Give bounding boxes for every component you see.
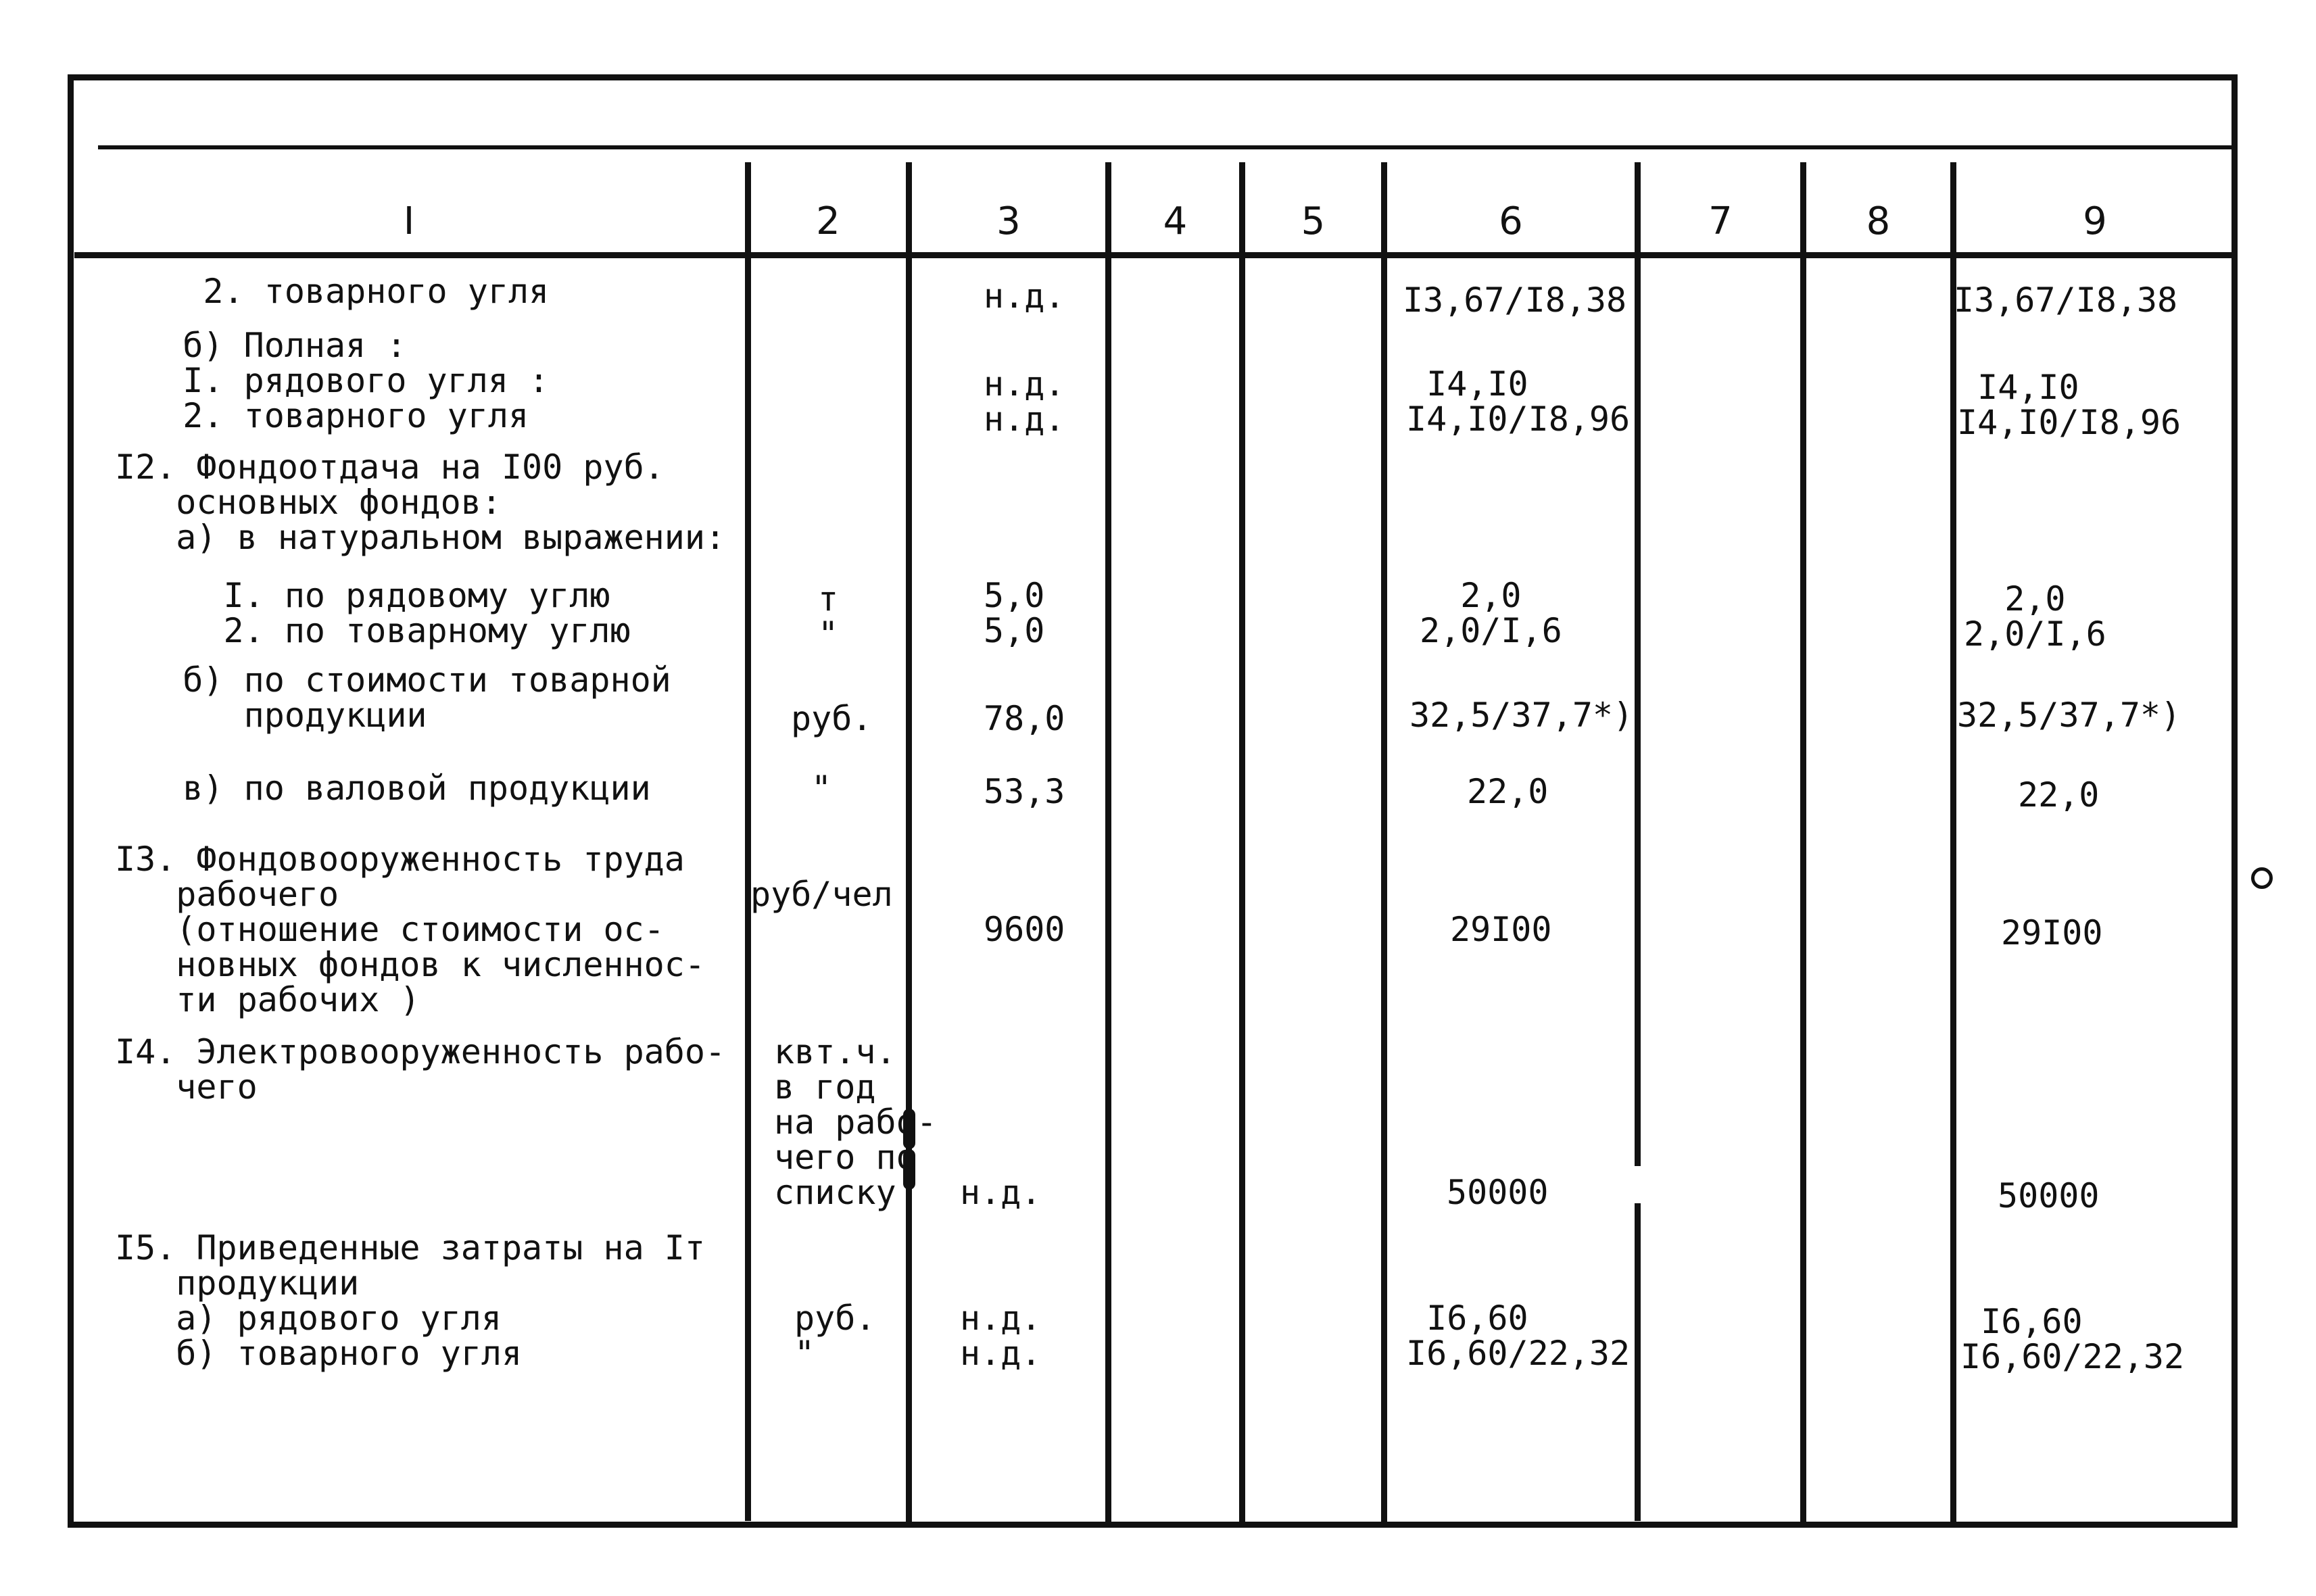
row-label: в) по валовой продукции	[122, 769, 651, 808]
header-col-4: 4	[1163, 199, 1188, 243]
row-col9: I3,67/I8,38	[1954, 281, 2178, 320]
row-col6: I4,I0 I4,I0/I8,96	[1406, 364, 1631, 439]
row-col6: 32,5/37,7*)	[1409, 696, 1634, 735]
row-label: I3. Фондовооруженность труда рабочего (отношение стоимости ос- новных фондов к численнос- ти рабочих )	[115, 840, 705, 1019]
header-rule	[74, 252, 2234, 258]
row-col6: 22,0	[1467, 772, 1549, 811]
row-col3: н.д. н.д.	[984, 364, 1065, 439]
row-label: I4. Электровооруженность рабо- чего	[115, 1032, 726, 1107]
col-divider	[1800, 162, 1806, 1528]
row-col9: I4,I0 I4,I0/I8,96	[1957, 368, 2181, 442]
col-divider	[1239, 162, 1245, 1528]
row-label: I5. Приведенные затраты на Iт продукции а) рядового угля б) товарного угля	[115, 1228, 705, 1373]
col-divider	[1635, 1203, 1641, 1521]
row-col6: I3,67/I8,38	[1403, 281, 1627, 320]
row-unit: т "	[818, 579, 839, 654]
row-unit: руб/чел	[750, 875, 893, 914]
row-col6: 2,0 2,0/I,6	[1420, 576, 1562, 650]
col-divider	[1105, 162, 1111, 1528]
row-col9: 22,0	[2018, 775, 2100, 815]
row-col3: н.д.	[960, 1173, 1042, 1212]
row-col9: 2,0 2,0/I,6	[1964, 579, 2106, 654]
row-col3: 9600	[984, 910, 1065, 949]
row-label: I2. Фондоотдача на I00 руб. основных фондов: а) в натуральном выражении:	[115, 448, 726, 557]
header-col-6: 6	[1499, 199, 1523, 243]
margin-mark	[2251, 867, 2273, 889]
row-col3: 53,3	[984, 772, 1065, 811]
row-col9: 50000	[1998, 1176, 2100, 1215]
row-unit: руб. "	[794, 1299, 876, 1373]
header-col-8: 8	[1866, 199, 1891, 243]
row-col3: н.д. н.д.	[960, 1299, 1042, 1373]
row-col6: I6,60 I6,60/22,32	[1406, 1299, 1631, 1373]
row-label: б) по стоимости товарной продукции	[183, 660, 671, 735]
header-col-7: 7	[1708, 199, 1733, 243]
row-col9: 29I00	[2001, 913, 2103, 952]
header-col-5: 5	[1301, 199, 1326, 243]
row-unit: квт.ч. в год на рабо- чего по списку	[774, 1032, 937, 1212]
row-label: I. по рядовому углю 2. по товарному углю	[223, 576, 631, 650]
header-col-3: 3	[996, 199, 1021, 243]
col-divider	[1381, 162, 1387, 1528]
row-col9: 32,5/37,7*)	[1957, 696, 2181, 735]
col-divider	[906, 162, 912, 1528]
top-rule	[98, 145, 2234, 149]
row-unit: "	[811, 769, 832, 808]
row-col3: н.д.	[984, 276, 1065, 316]
row-col3: 5,0 5,0	[984, 576, 1045, 650]
row-label: 2. товарного угля	[122, 272, 550, 311]
row-col3: 78,0	[984, 699, 1065, 738]
col-divider	[1635, 162, 1641, 1166]
row-col6: 50000	[1447, 1173, 1549, 1212]
header-col-2: 2	[816, 199, 840, 243]
row-col6: 29I00	[1450, 910, 1552, 949]
header-col-9: 9	[2083, 199, 2107, 243]
header-col-1: I	[403, 199, 415, 243]
col-divider	[1950, 162, 1956, 1528]
row-label: б) Полная : I. рядового угля : 2. товарного угля	[183, 326, 550, 435]
row-col9: I6,60 I6,60/22,32	[1960, 1302, 2185, 1376]
row-unit: руб.	[791, 699, 873, 738]
